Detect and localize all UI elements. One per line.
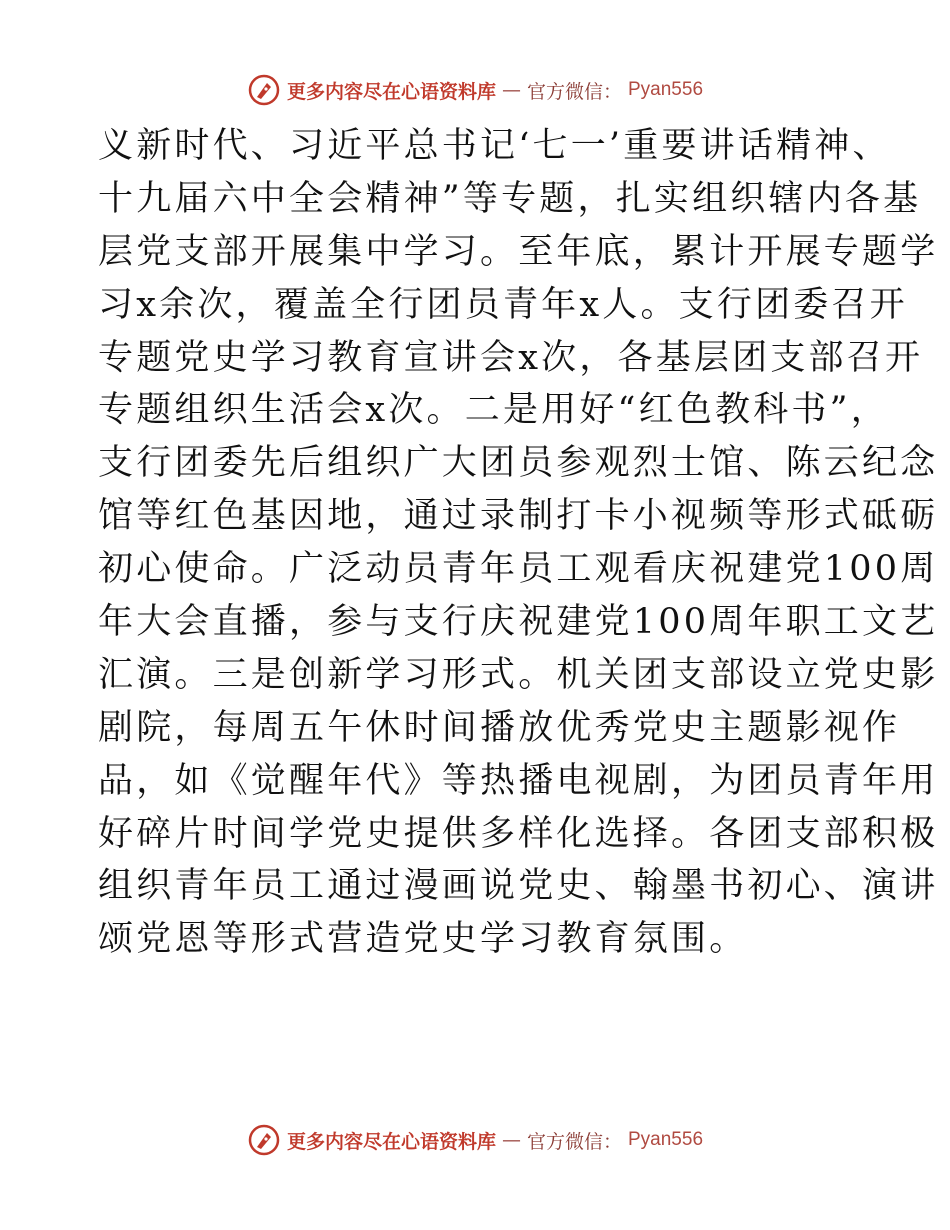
body-line: 义新时代、习近平总书记‘七一’重要讲话精神、: [98, 126, 891, 166]
body-line: 组织青年员工通过漫画说党史、翰墨书初心、演讲: [98, 866, 939, 907]
watermark-account-id: Pyan556: [628, 1129, 704, 1150]
footer-watermark: [0, 1120, 950, 1160]
watermark-brand-text: 更多内容尽在心语资料库: [286, 1130, 496, 1153]
body-line: 颂党恩等形式营造党史学习教育氛围。: [98, 919, 748, 960]
document-body: [98, 120, 939, 966]
body-line: 剧院，每周五午休时间播放优秀党史主题影视作: [98, 707, 901, 748]
body-line: 品，如《觉醒年代》等热播电视剧，为团员青年用: [98, 760, 939, 801]
body-line: 年大会直播，参与支行庆祝建党100周年职工文艺: [98, 602, 939, 643]
watermark-official-label: 官方微信：: [526, 80, 622, 103]
body-line: 习x余次，覆盖全行团员青年x人。支行团委召开: [98, 284, 908, 325]
watermark-account-id: Pyan556: [628, 79, 704, 100]
watermark-official-label: 官方微信：: [526, 1130, 622, 1153]
body-line: 初心使命。广泛动员青年员工观看庆祝建党100周: [98, 549, 939, 590]
pen-nib-circle-icon: [247, 73, 281, 107]
watermark-brand-text: 更多内容尽在心语资料库: [286, 80, 496, 103]
body-line: 专题组织生活会x次。二是用好“红色教科书”，: [98, 390, 889, 431]
watermark-dash: —: [501, 1129, 521, 1151]
body-line: 馆等红色基因地，通过录制打卡小视频等形式砥砺: [98, 496, 939, 537]
body-line: 十九届六中全会精神”等专题，扎实组织辖内各基: [98, 178, 922, 219]
body-line: 专题党史学习教育宣讲会x次，各基层团支部召开: [98, 337, 924, 378]
body-line: 支行团委先后组织广大团员参观烈士馆、陈云纪念: [98, 443, 939, 484]
pen-nib-circle-icon: [247, 1123, 281, 1157]
body-line: 汇演。三是创新学习形式。机关团支部设立党史影: [98, 654, 939, 695]
body-line: 好碎片时间学党史提供多样化选择。各团支部积极: [98, 813, 939, 854]
body-line: 层党支部开展集中学习。至年底，累计开展专题学: [98, 231, 939, 272]
header-watermark: [0, 70, 950, 110]
watermark-dash: —: [501, 79, 521, 101]
